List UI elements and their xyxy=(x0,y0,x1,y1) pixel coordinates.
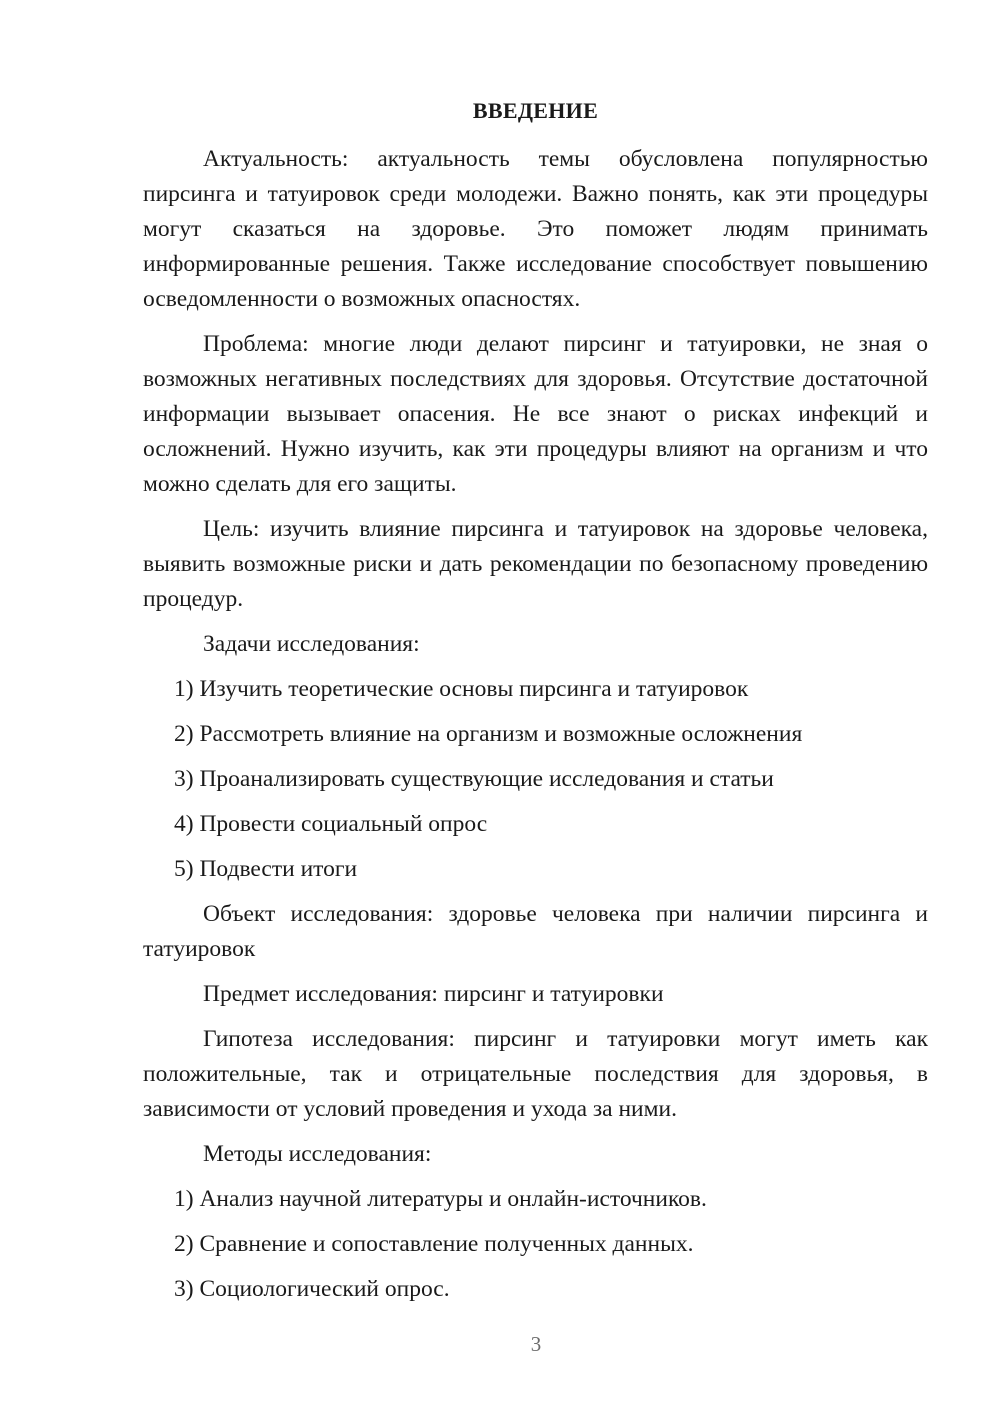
list-item: 2) Рассмотреть влияние на организм и возможные осложнения xyxy=(174,721,803,747)
methods-list xyxy=(143,1182,928,1307)
list-item: 5) Подвести итоги xyxy=(174,856,358,882)
tasks-heading: Задачи исследования: xyxy=(203,631,420,657)
methods-heading: Методы исследования: xyxy=(203,1141,432,1167)
list-item: 3) Социологический опрос. xyxy=(174,1276,450,1302)
goal-paragraph: Цель: изучить влияние пирсинга и татуировок на здоровье человека, выявить возможные риски и дать рекомендации по безопасному проведению процедур. xyxy=(143,516,928,612)
hypothesis-paragraph: Гипотеза исследования: пирсинг и татуировки могут иметь как положительные, так и отрицательные последствия для здоровья, в зависимости от условий проведения и ухода за ними. xyxy=(143,1026,928,1122)
list-item: 1) Анализ научной литературы и онлайн-источников. xyxy=(174,1186,707,1212)
tasks-list xyxy=(143,672,928,887)
object-paragraph: Объект исследования: здоровье человека при наличии пирсинга и татуировок xyxy=(143,901,928,962)
problem-paragraph: Проблема: многие люди делают пирсинг и татуировки, не зная о возможных негативных последствиях для здоровья. Отсутствие достаточной информации вызывает опасения. Не все знают о рисках инфекций и осложнений. Нужно изучить, как эти процедуры влияют на организм и что можно сделать для его защиты. xyxy=(143,331,928,497)
page-content xyxy=(143,94,928,1317)
relevance-paragraph: Актуальность: актуальность темы обусловлена популярностью пирсинга и татуировок среди молодежи. Важно понять, как эти процедуры могут сказаться на здоровье. Это поможет людям принимать информированные решения. Также исследование способствует повышению осведомленности о возможных опасностях. xyxy=(143,146,928,312)
list-item: 4) Провести социальный опрос xyxy=(174,811,488,837)
subject-paragraph: Предмет исследования: пирсинг и татуировки xyxy=(203,981,664,1007)
list-item: 1) Изучить теоретические основы пирсинга и татуировок xyxy=(174,676,749,702)
list-item: 3) Проанализировать существующие исследования и статьи xyxy=(174,766,774,792)
list-item: 2) Сравнение и сопоставление полученных данных. xyxy=(174,1231,694,1257)
page-title: ВВЕДЕНИЕ xyxy=(472,98,599,123)
page-number: 3 xyxy=(530,1332,542,1356)
